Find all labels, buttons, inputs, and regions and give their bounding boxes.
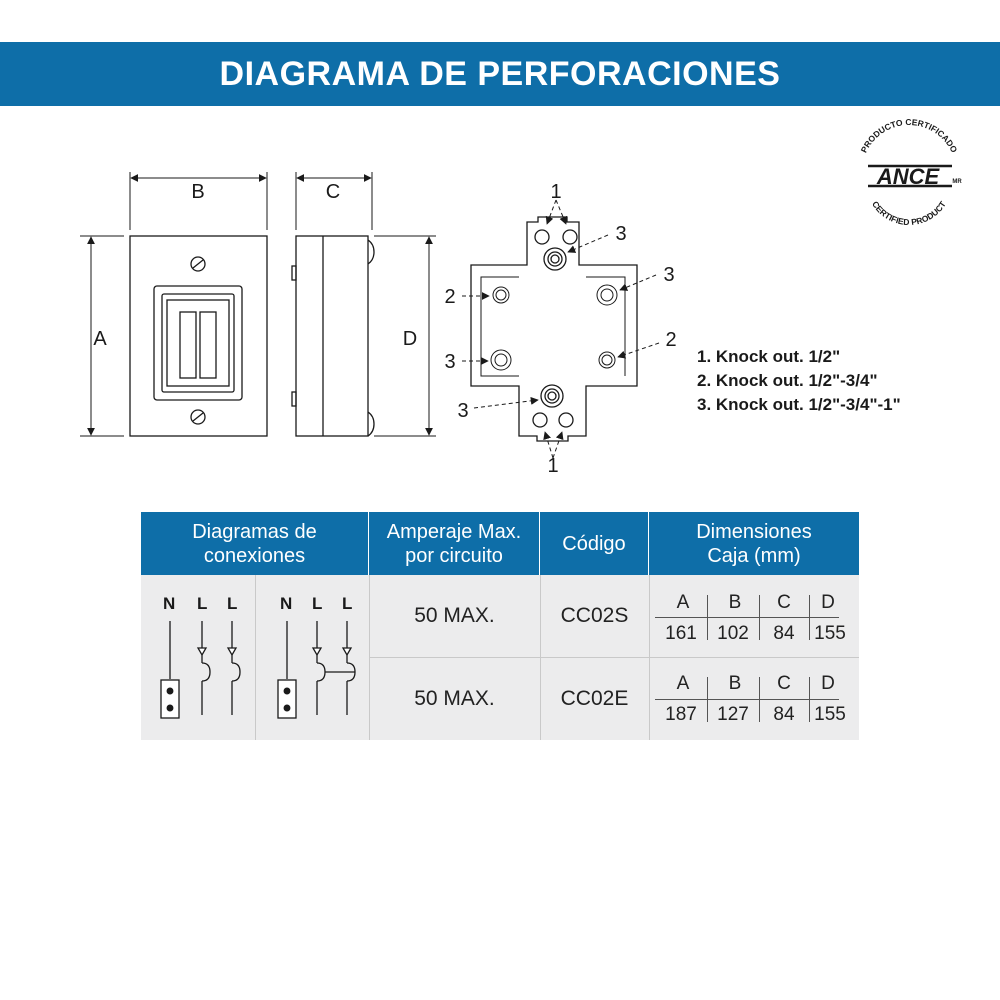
table-header: [141, 512, 859, 575]
side-view-outline: [296, 236, 368, 436]
knockout-2-icon: [493, 287, 509, 303]
wiring-label-n: N: [280, 594, 293, 613]
dimension-c-label: C: [325, 181, 341, 203]
dimension-a-label: A: [93, 328, 107, 350]
header-amperage-line2: por circuito: [405, 544, 503, 567]
row2-dim-header-b: B: [728, 673, 742, 694]
callout-knockout-1-top: 1: [550, 181, 562, 203]
dimension-b-label: B: [191, 181, 205, 203]
header-code-label: Código: [562, 532, 626, 555]
callout-knockout-3-bottom: 3: [457, 400, 469, 422]
row2-dim-c: 84: [773, 704, 795, 725]
header-amperage: [369, 512, 540, 575]
side-view: [292, 172, 436, 436]
header-amperage-line1: Amperaje Max.: [386, 520, 522, 543]
row1-dim-c: 84: [773, 623, 795, 644]
row1-dim-header-c: C: [777, 592, 791, 613]
wiring-diagram-single: [161, 621, 240, 718]
seal-bottom-text: CERTIFIED PRODUCT: [870, 199, 948, 228]
dimension-d-label: D: [402, 328, 418, 350]
wiring-label-l: L: [342, 594, 353, 613]
row2-dim-header-d: D: [821, 673, 835, 694]
callout-knockout-3-right: 3: [663, 264, 675, 286]
wiring-label-l: L: [227, 594, 238, 613]
header-diagrams: [141, 512, 369, 575]
callout-knockout-3-top: 3: [615, 223, 627, 245]
row1-dim-b: 102: [717, 623, 749, 644]
legend-item-2: 2. Knock out. 1/2"-3/4": [697, 371, 878, 390]
row2-dim-header-a: A: [676, 673, 690, 694]
header-dimensions: [649, 512, 859, 575]
header-dims-line2: Caja (mm): [707, 544, 801, 567]
header-diagrams-line1: Diagramas de: [192, 520, 317, 543]
spec-table: [141, 512, 859, 740]
front-view-outline: [130, 236, 267, 436]
row1-dim-d: 155: [814, 623, 846, 644]
row1-dim-header-d: D: [821, 592, 835, 613]
knockout-1-icon: [563, 230, 577, 244]
callout-knockout-2-left: 2: [444, 286, 456, 308]
knockout-2-icon: [599, 352, 615, 368]
seal-brand: ANCE: [876, 164, 940, 189]
legend-item-3: 3. Knock out. 1/2"-3/4"-1": [697, 395, 901, 414]
svg-text:CERTIFIED PRODUCT: [870, 199, 948, 227]
knockout-legend: [697, 345, 901, 417]
wiring-label-l: L: [312, 594, 323, 613]
page-title: DIAGRAMA DE PERFORACIONES: [219, 54, 781, 93]
knockout-3-icon: [597, 285, 617, 305]
legend-item-1: 1. Knock out. 1/2": [697, 347, 841, 366]
knockout-1-icon: [533, 413, 547, 427]
callout-knockout-1-bottom: 1: [547, 455, 559, 477]
knockout-3-icon: [491, 350, 511, 370]
header-diagrams-line2: conexiones: [203, 544, 306, 567]
svg-text:PRODUCTO CERTIFICADO: [859, 117, 960, 155]
wiring-label-l: L: [197, 594, 208, 613]
row2-dim-a: 187: [665, 704, 697, 725]
row2-dim-d: 155: [814, 704, 846, 725]
knockout-3-icon: [544, 248, 566, 270]
header-code: [540, 512, 649, 575]
table-body: [141, 575, 859, 740]
row2-code: CC02E: [560, 686, 629, 710]
row2-dim-b: 127: [717, 704, 749, 725]
wiring-diagram-interlocked: [278, 621, 355, 718]
row1-code: CC02S: [560, 604, 629, 627]
knockout-1-icon: [535, 230, 549, 244]
front-view: [80, 172, 267, 436]
row1-dim-a: 161: [665, 623, 697, 644]
callout-knockout-2-right: 2: [665, 329, 677, 351]
callout-knockout-3-left: 3: [444, 351, 456, 373]
header-dims-line1: Dimensiones: [696, 520, 812, 543]
row2-dim-header-c: C: [777, 673, 791, 694]
row1-dim-header-b: B: [728, 592, 742, 613]
seal-trademark: MR: [952, 179, 962, 185]
row1-amperage: 50 MAX.: [414, 604, 495, 627]
row1-dim-header-a: A: [676, 592, 690, 613]
seal-top-text: PRODUCTO CERTIFICADO: [858, 116, 960, 155]
knockout-3-icon: [541, 385, 563, 407]
row2-amperage: 50 MAX.: [414, 686, 495, 710]
knockout-1-icon: [559, 413, 573, 427]
back-view: [462, 200, 659, 458]
ance-certification-seal: [859, 117, 963, 227]
wiring-label-n: N: [163, 594, 176, 613]
